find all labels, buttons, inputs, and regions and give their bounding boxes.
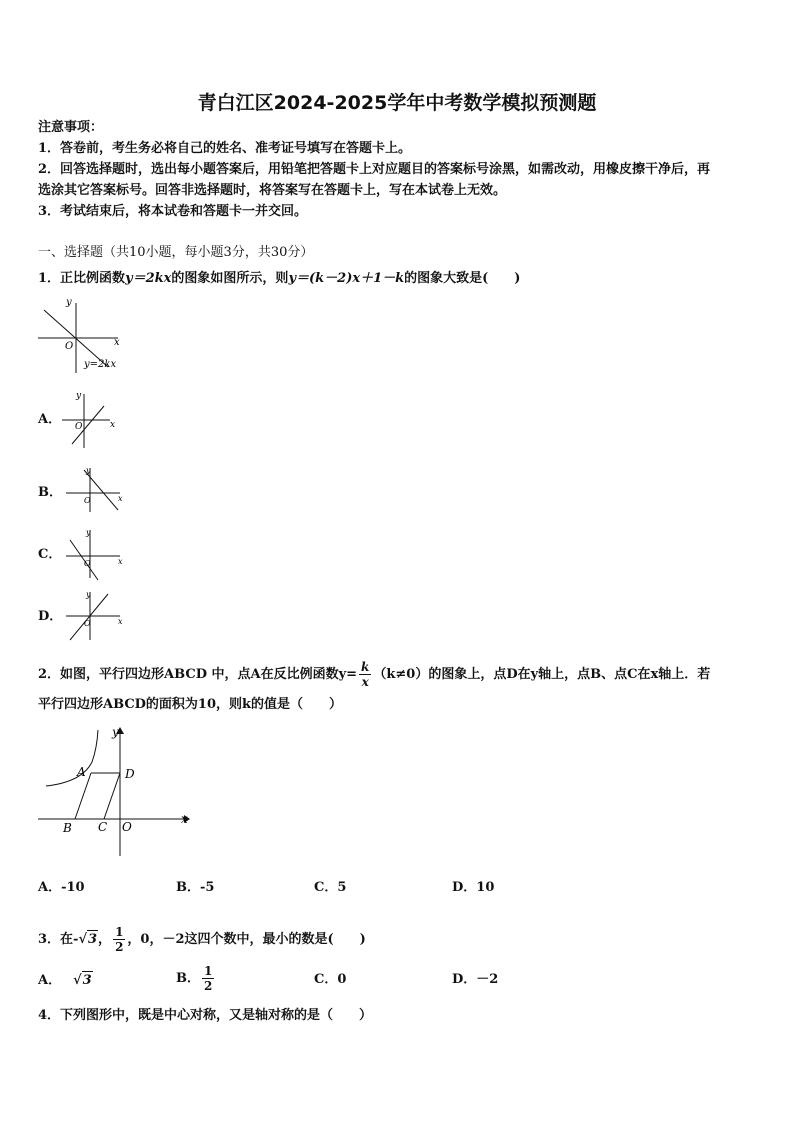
q2-option-c-value: 5	[337, 880, 347, 895]
q1-d-x: x	[118, 617, 123, 626]
q3-option-a[interactable]: A． √3	[38, 973, 92, 988]
q1-text-a: 正比例函数	[60, 271, 126, 286]
q3-sqrt: 3	[88, 932, 98, 947]
section-heading: 一、选择题（共10小题，每小题3分，共30分）	[38, 245, 314, 260]
q1-main-x-label: x	[114, 337, 120, 348]
q1-main-graph	[36, 295, 136, 375]
note-item-3: 3．考试结束后，将本试卷和答题卡一并交回。	[38, 204, 308, 219]
note-item-2: 2．回答选择题时，选出每小题答案后，用铅笔把答题卡上对应题目的答案标号涂黑，如需改动，用橡皮擦干净后，再	[38, 162, 711, 177]
q1-b-x: x	[118, 494, 123, 503]
q2-y-label: y	[112, 725, 119, 739]
q1-option-d-label[interactable]: D．	[38, 609, 63, 624]
q1-a-y: y	[76, 391, 82, 401]
q1-c-x: x	[118, 557, 123, 566]
q1-option-c-label[interactable]: C．	[38, 547, 62, 562]
q1-option-d-graph[interactable]	[64, 588, 128, 644]
q1-expr2: y＝(k－2)x＋1－k	[288, 271, 405, 286]
q1-a-o: O	[75, 422, 83, 432]
q2-point-b: B	[63, 821, 72, 835]
q2-option-a-label: A．	[38, 880, 62, 895]
q3-prefix: 3．在-	[38, 932, 79, 947]
q1-b-o: O	[84, 496, 91, 505]
q2-fraction	[359, 660, 371, 689]
q2-option-d[interactable]	[452, 879, 494, 897]
q1-option-b-graph[interactable]	[64, 464, 128, 514]
question-1-stem	[38, 270, 520, 288]
q1-main-origin: O	[65, 341, 74, 352]
q2-point-d: D	[125, 767, 135, 781]
q1-main-line-label: y=2kx	[84, 359, 117, 370]
q2-option-b[interactable]	[176, 879, 214, 897]
q1-option-a-graph[interactable]	[60, 388, 124, 452]
q3-fraction	[113, 925, 125, 954]
question-4-stem: 4．下列图形中，既是中心对称，又是轴对称的是（ ）	[38, 1008, 373, 1023]
q3-option-b-den: 2	[204, 979, 213, 993]
q2-figure	[34, 724, 204, 864]
q3-suffix: ，0，－2这四个数中，最小的数是( )	[127, 932, 366, 947]
question-2-line-1	[38, 660, 710, 689]
q1-option-a-label[interactable]: A．	[38, 412, 62, 427]
q1-main-y-label: y	[66, 297, 72, 308]
q2-option-d-label: D．	[452, 880, 477, 895]
q2-option-a[interactable]	[38, 879, 85, 897]
page-title: 青白江区2024-2025学年中考数学模拟预测题	[197, 92, 597, 114]
note-item-2-cont: 选涂其它答案标号。回答非选择题时，将答案写在答题卡上，写在本试卷上无效。	[38, 183, 507, 198]
q1-text-b: 的图象如图所示，则	[171, 271, 289, 286]
q3-frac-den: 2	[115, 940, 124, 954]
q3-option-a-label: A．	[38, 973, 62, 988]
q2-option-c-label: C．	[314, 880, 338, 895]
q1-a-x: x	[110, 420, 116, 430]
note-item-1: 1．答卷前，考生务必将自己的姓名、准考证号填写在答题卡上。	[38, 141, 412, 156]
q2-frac-num: k	[361, 660, 370, 674]
question-2-line-2: 平行四边形ABCD的面积为10，则k的值是（ ）	[38, 697, 343, 712]
q1-text-c: 的图象大致是( )	[404, 271, 521, 286]
q1-c-o: O	[84, 559, 91, 568]
notes-heading: 注意事项：	[38, 120, 104, 135]
q1-number: 1．	[38, 271, 61, 286]
q3-option-b-label: B．	[176, 971, 200, 986]
q1-option-c-graph[interactable]	[64, 526, 128, 582]
q3-option-c[interactable]: C．0	[314, 972, 347, 987]
q2-text-b: （k≠0）的图象上，点D在y轴上，点B、点C在x轴上．若	[373, 667, 711, 682]
question-3-stem: 3．在-√3， $\frac{1}{2}$ ，0，－2这四个数中，最小的数是( )	[38, 925, 366, 954]
q1-option-b-label[interactable]: B．	[38, 485, 62, 500]
q2-option-c[interactable]	[314, 879, 346, 897]
q2-point-c: C	[98, 820, 108, 834]
q3-option-a-sqrt: 3	[82, 973, 92, 988]
q2-point-o: O	[122, 820, 132, 834]
q3-option-b-num: 1	[204, 964, 213, 978]
q3-option-b[interactable]	[176, 964, 216, 993]
q3-option-b-fraction	[202, 964, 214, 993]
q2-x-label: x	[181, 812, 188, 826]
q2-option-b-value: -5	[200, 880, 215, 895]
q2-text-a: 2．如图，平行四边形ABCD 中，点A在反比例函数y=	[38, 667, 358, 682]
q2-point-a: A	[77, 765, 86, 779]
q1-b-y: y	[86, 466, 91, 475]
q1-expr1: y＝2kx	[125, 271, 172, 286]
q2-option-d-value: 10	[476, 880, 495, 895]
q3-option-d[interactable]: D．－2	[452, 972, 499, 987]
q3-mid: ，	[98, 932, 112, 947]
q1-d-o: O	[84, 619, 91, 628]
q2-option-a-value: -10	[61, 880, 85, 895]
q3-frac-num: 1	[115, 925, 124, 939]
q1-c-y: y	[86, 528, 91, 537]
q2-frac-den: x	[361, 675, 369, 689]
q2-option-b-label: B．	[176, 880, 200, 895]
q1-d-y: y	[86, 590, 91, 599]
